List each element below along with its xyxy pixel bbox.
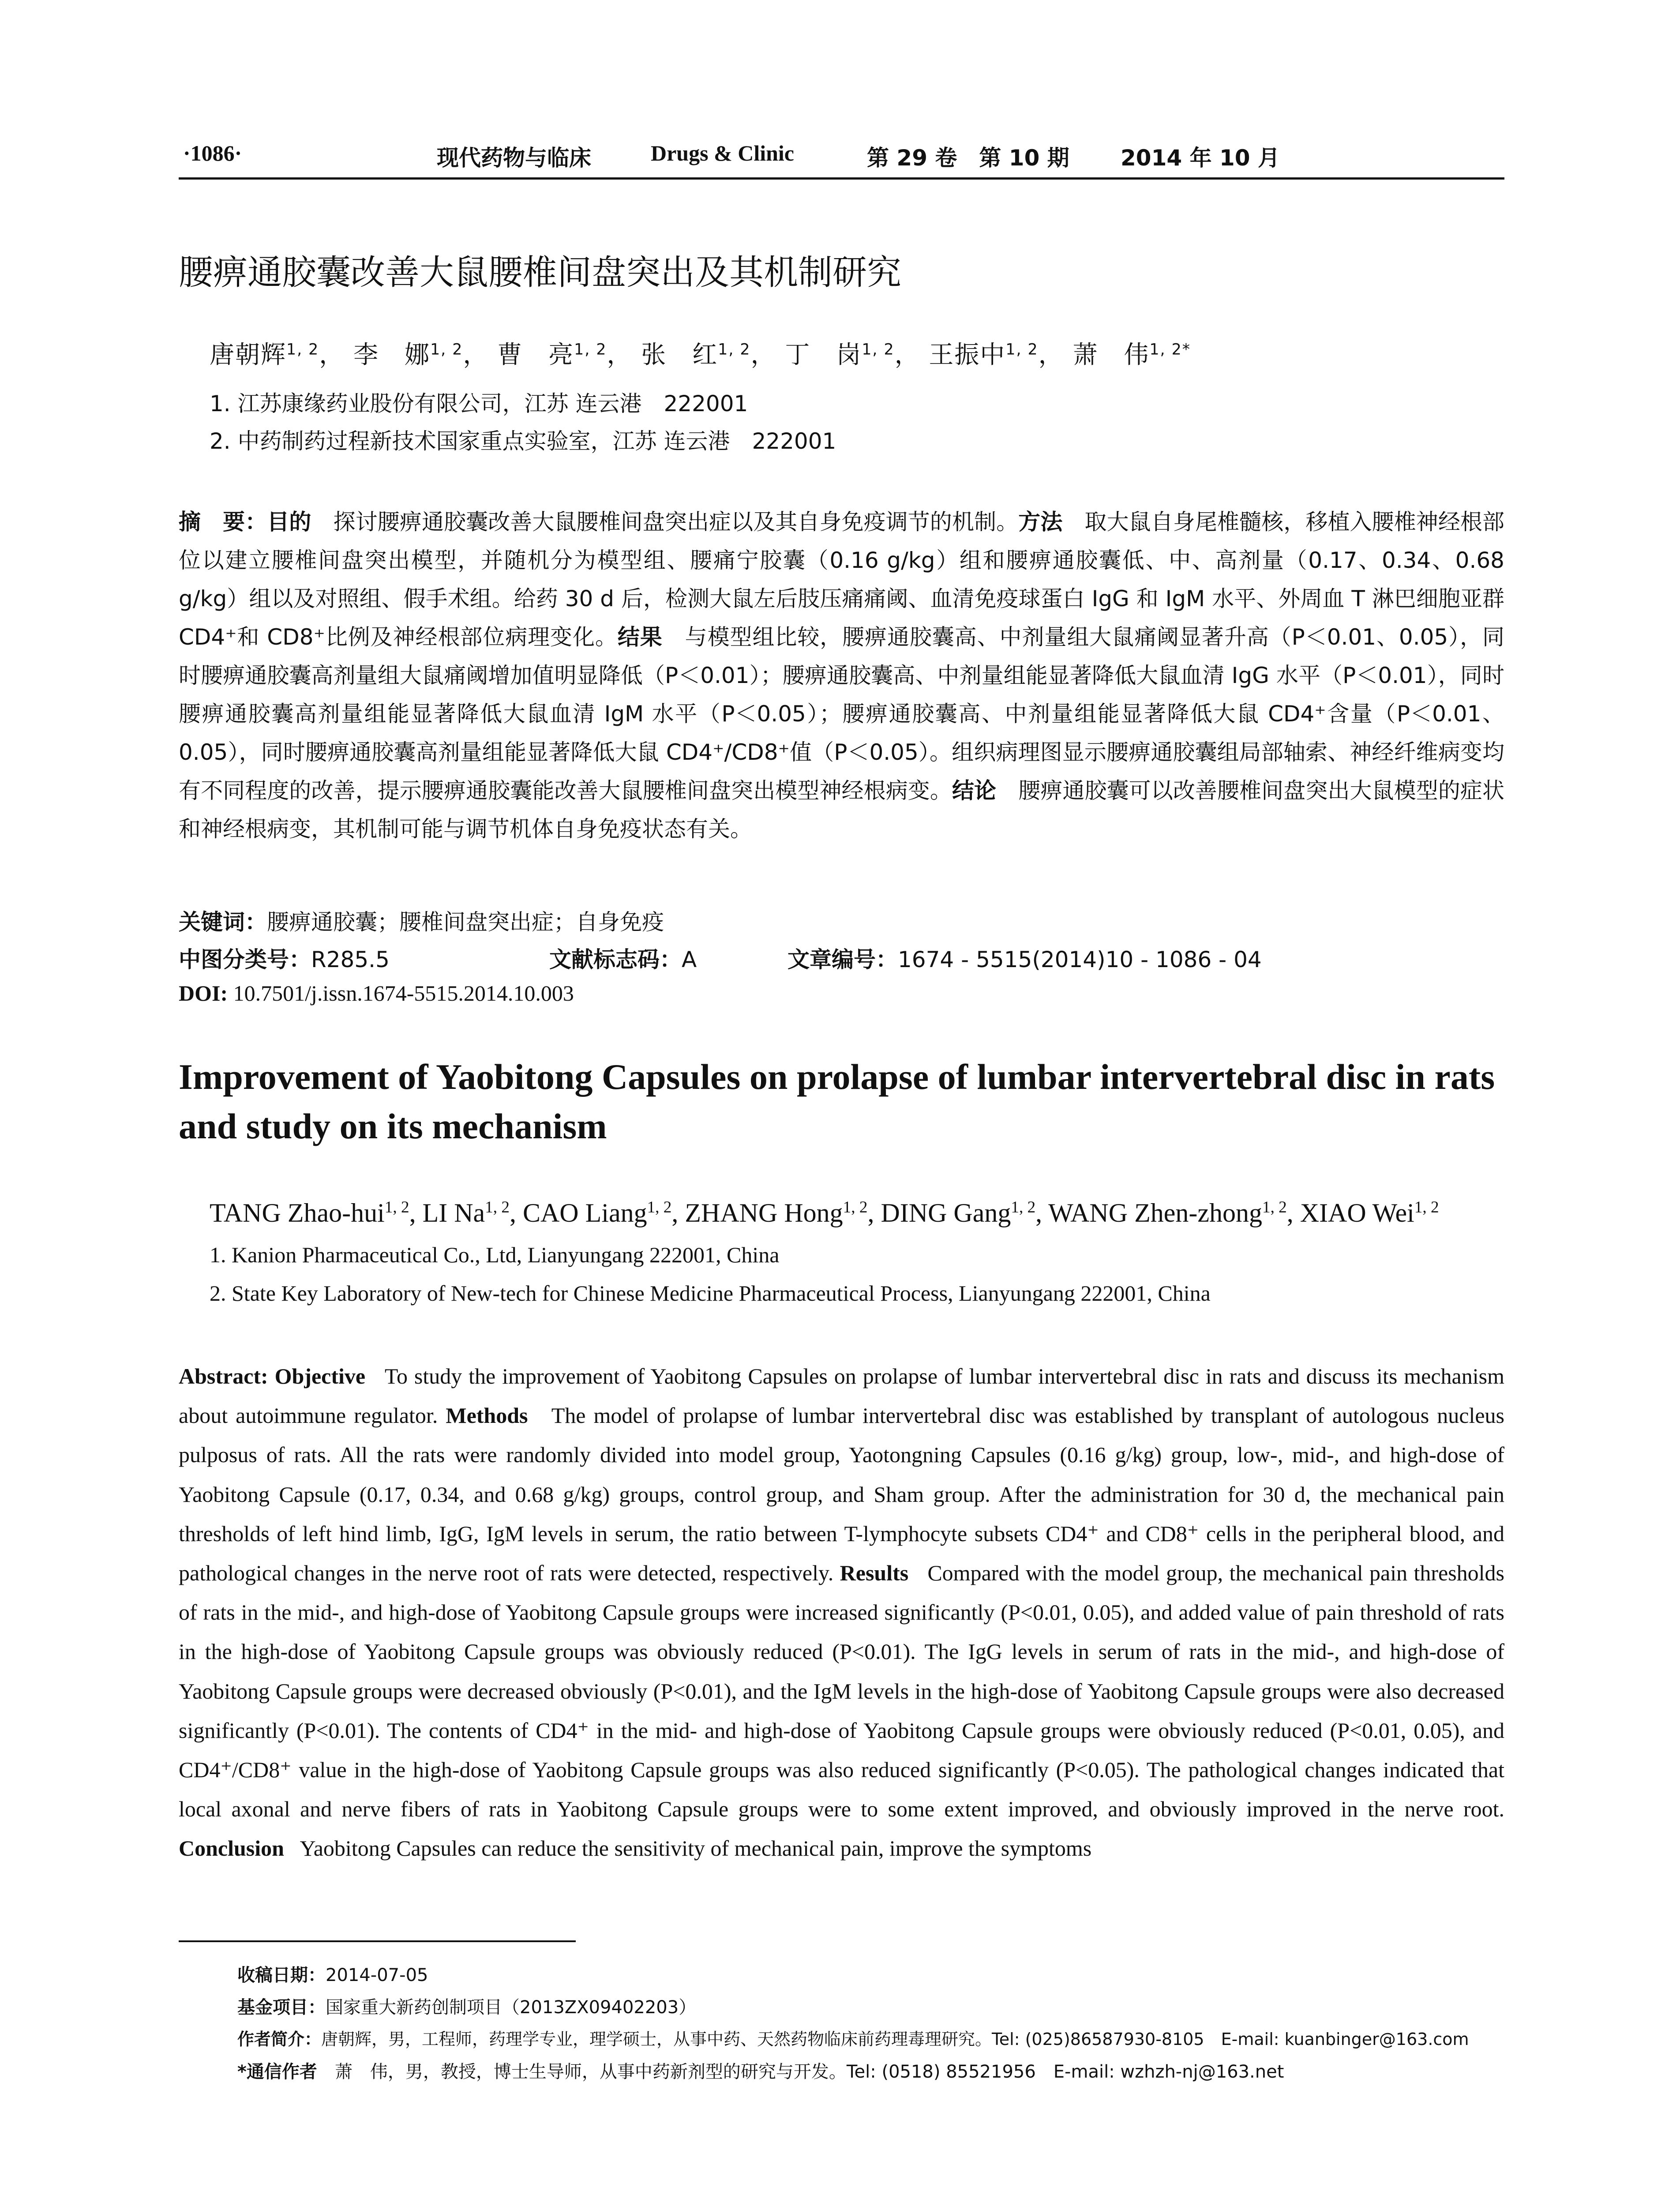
author-separator: ， bbox=[319, 341, 345, 369]
author-name: 张 红 bbox=[641, 341, 718, 369]
footnote-label: 作者简介： bbox=[237, 2030, 322, 2049]
affiliation-en-1: 1. Kanion Pharmaceutical Co., Ltd, Lianyungang 222001, China bbox=[210, 1242, 780, 1267]
footnote-corresponding bbox=[237, 2058, 1284, 2083]
footnote-text: 2014-07-05 bbox=[326, 1965, 428, 1985]
author-name: 李 娜 bbox=[353, 341, 431, 369]
author-name: 王振中 bbox=[929, 341, 1006, 369]
doc-code-value: A bbox=[682, 947, 697, 972]
affiliation-cn-2: 2. 中药制药过程新技术国家重点实验室，江苏 连云港 222001 bbox=[210, 428, 836, 454]
author-name: 曹 亮 bbox=[497, 341, 574, 369]
abstract-label-en: Abstract: Objective bbox=[179, 1364, 366, 1388]
abstract-label-cn: 摘 要： bbox=[179, 509, 267, 535]
journal-name-en: Drugs & Clinic bbox=[651, 141, 794, 165]
footnote-received bbox=[237, 1961, 428, 1986]
author-affiliation-mark: 1, 2* bbox=[1149, 341, 1191, 359]
author-name: XIAO Wei bbox=[1300, 1198, 1414, 1227]
clc-value: R285.5 bbox=[311, 947, 390, 972]
classification-line bbox=[179, 942, 1262, 974]
author-separator: , bbox=[1035, 1198, 1049, 1227]
author-separator: , bbox=[409, 1198, 423, 1227]
footnote-label: 收稿日期： bbox=[237, 1965, 326, 1985]
results-text-cn: 与模型组比较，腰痹通胶囊高、中剂量组大鼠痛阈显著升高（P＜0.01、0.05），同时腰痹通胶囊高剂量组大鼠痛阈增加值明显降低（P＜0.01）；腰痹通胶囊高、中剂量组能显著降低大鼠血清 IgG 水平（P＜0.01），同时腰痹通胶囊高剂量组能显著降低大鼠血清 IgM 水平（P＜0.05）；腰痹通胶囊高、中剂量组能显著降低大鼠 CD4⁺含量（P＜0.01、0.05），同时腰痹通胶囊高剂量组能显著降低大鼠 CD4⁺/CD8⁺值（P＜0.05）。组织病理图显示腰痹通胶囊组局部轴索、神经纤维病变均有不同程度的改善，提示腰痹通胶囊能改善大鼠腰椎间盘突出模型神经根病变。 bbox=[179, 624, 1505, 803]
footnote-rule bbox=[179, 1940, 576, 1942]
footnote-label: 基金项目： bbox=[237, 1997, 326, 2018]
footnote-text: 唐朝辉，男，工程师，药理学专业，理学硕士，从事中药、天然药物临床前药理毒理研究。Tel: (025)86587930-8105 E-mail: kuanbinger@163.com bbox=[321, 2030, 1469, 2049]
author-name: TANG Zhao-hui bbox=[210, 1198, 385, 1227]
keywords-text: 腰痹通胶囊；腰椎间盘突出症；自身免疫 bbox=[267, 909, 664, 935]
author-name: ZHANG Hong bbox=[685, 1198, 843, 1227]
author-separator: ， bbox=[607, 341, 633, 369]
title-cn: 腰痹通胶囊改善大鼠腰椎间盘突出及其机制研究 bbox=[179, 253, 902, 293]
author-name: WANG Zhen-zhong bbox=[1048, 1198, 1262, 1227]
author-affiliation-mark: 1, 2 bbox=[718, 341, 751, 359]
keywords-label: 关键词： bbox=[179, 909, 267, 935]
results-label-cn: 结果 bbox=[617, 624, 663, 650]
title-en: Improvement of Yaobitong Capsules on prolapse of lumbar intervertebral disc in rats and study on its mechanism bbox=[179, 1057, 1495, 1146]
author-affiliation-mark: 1, 2 bbox=[647, 1198, 672, 1216]
author-name: 丁 岗 bbox=[785, 341, 862, 369]
keywords-cn bbox=[179, 904, 664, 936]
clc-label: 中图分类号： bbox=[179, 947, 311, 972]
conclusion-label-en: Conclusion bbox=[179, 1836, 284, 1861]
author-affiliation-mark: 1, 2 bbox=[430, 341, 463, 359]
author-name: DING Gang bbox=[881, 1198, 1011, 1227]
author-separator: , bbox=[671, 1198, 685, 1227]
author-name: CAO Liang bbox=[522, 1198, 647, 1227]
article-no-label: 文章编号： bbox=[788, 947, 898, 972]
author-separator: ， bbox=[1038, 341, 1064, 369]
journal-name-cn: 现代药物与临床 bbox=[437, 145, 591, 171]
author-name: LI Na bbox=[422, 1198, 485, 1227]
affiliation-en-2: 2. State Key Laboratory of New-tech for Chinese Medicine Pharmaceutical Process, Lianyungang 222001, China bbox=[210, 1281, 1211, 1306]
author-separator: ， bbox=[463, 341, 489, 369]
methods-label-en: Methods bbox=[446, 1403, 528, 1428]
conclusion-text-cn: 腰痹通胶囊可以改善腰椎间盘突出大鼠模型的症状和神经根病变，其机制可能与调节机体自身免疫状态有关。 bbox=[179, 778, 1505, 842]
footnote-text: 萧 伟，男，教授，博士生导师，从事中药新剂型的研究与开发。Tel: (0518) 85521956 E-mail: wzhzh-nj@163.net bbox=[334, 2062, 1284, 2082]
header-rule bbox=[179, 177, 1504, 180]
author-affiliation-mark: 1, 2 bbox=[1414, 1198, 1439, 1216]
methods-text-en: The model of prolapse of lumbar intervertebral disc was established by transplant of autologous nucleus pulposus of rats. All the rats were randomly divided into model group, Yaotongning Capsules (0.16 g/kg) group, low-, mid-, and high-dose of Yaobitong Capsule (0.17, 0.34, and 0.68 g/kg) groups, control group, and Sham group. After the administration for 30 d, the mechanical pain thresholds of left hind limb, IgG, IgM levels in serum, the ratio between T-lymphocyte subsets CD4⁺ and CD8⁺ cells in the peripheral blood, and pathological changes in the nerve root of rats were detected, respectively. bbox=[179, 1403, 1505, 1586]
doi-label: DOI: bbox=[179, 981, 228, 1005]
footnote-text: 国家重大新药创制项目（2013ZX09402203） bbox=[326, 1997, 697, 2018]
author-affiliation-mark: 1, 2 bbox=[1011, 1198, 1036, 1216]
doc-code-label: 文献标志码： bbox=[549, 947, 682, 972]
author-affiliation-mark: 1, 2 bbox=[286, 341, 319, 359]
author-affiliation-mark: 1, 2 bbox=[1262, 1198, 1287, 1216]
methods-text-cn: 取大鼠自身尾椎髓核，移植入腰椎神经根部位以建立腰椎间盘突出模型，并随机分为模型组、腰痛宁胶囊（0.16 g/kg）组和腰痹通胶囊低、中、高剂量（0.17、0.34、0.68 g/kg）组以及对照组、假手术组。给药 30 d 后，检测大鼠左后肢压痛痛阈、血清免疫球蛋白 IgG 和 IgM 水平、外周血 T 淋巴细胞亚群 CD4⁺和 CD8⁺比例及神经根部位病理变化。 bbox=[179, 509, 1505, 650]
article-no-value: 1674 - 5515(2014)10 - 1086 - 04 bbox=[898, 947, 1262, 972]
author-affiliation-mark: 1, 2 bbox=[1005, 341, 1039, 359]
authors-cn bbox=[210, 335, 1191, 371]
conclusion-label-cn: 结论 bbox=[952, 778, 997, 803]
author-affiliation-mark: 1, 2 bbox=[384, 1198, 409, 1216]
page-number: ·1086· bbox=[183, 141, 242, 165]
issue-date: 2014 年 10 月 bbox=[1121, 145, 1280, 171]
author-affiliation-mark: 1, 2 bbox=[862, 341, 895, 359]
objective-text-cn: 探讨腰痹通胶囊改善大鼠腰椎间盘突出症以及其自身免疫调节的机制。 bbox=[333, 509, 1019, 535]
volume-issue: 第 29 卷 第 10 期 bbox=[867, 145, 1069, 171]
author-name: 唐朝辉 bbox=[210, 341, 286, 369]
doi-value: 10.7501/j.issn.1674-5515.2014.10.003 bbox=[233, 981, 574, 1005]
abstract-cn bbox=[179, 503, 1504, 848]
footnote-author-bio bbox=[237, 2026, 1469, 2050]
author-affiliation-mark: 1, 2 bbox=[843, 1198, 868, 1216]
author-separator: ， bbox=[894, 341, 920, 369]
doi-line bbox=[179, 980, 574, 1006]
author-separator: , bbox=[867, 1198, 881, 1227]
author-name: 萧 伟 bbox=[1072, 341, 1150, 369]
author-separator: , bbox=[509, 1198, 523, 1227]
authors-en bbox=[210, 1198, 1439, 1228]
results-label-en: Results bbox=[840, 1561, 909, 1586]
author-separator: , bbox=[1286, 1198, 1300, 1227]
affiliation-cn-1: 1. 江苏康缘药业股份有限公司，江苏 连云港 222001 bbox=[210, 391, 748, 416]
objective-text-en: To study the improvement of Yaobitong Capsules on prolapse of lumbar intervertebral disc in rats and discuss its mechanism about autoimmune regulator. bbox=[179, 1364, 1504, 1428]
results-text-en: Compared with the model group, the mechanical pain thresholds of rats in the mid-, and high-dose of Yaobitong Capsule groups were increased significantly (P<0.01, 0.05), and added value of pain threshold of rats in the high-dose of Yaobitong Capsule groups was obviously reduced (P<0.01). The IgG levels in serum of rats in the mid-, and high-dose of Yaobitong Capsule groups were decreased obviously (P<0.01), and the IgM levels in the high-dose of Yaobitong Capsule groups were also decreased significantly (P<0.01). The contents of CD4⁺ in the mid- and high-dose of Yaobitong Capsule groups were obviously reduced (P<0.01, 0.05), and CD4⁺/CD8⁺ value in the high-dose of Yaobitong Capsule groups was also reduced significantly (P<0.05). The pathological changes indicated that local axonal and nerve fibers of rats in Yaobitong Capsule groups were to some extent improved, and obviously improved in the nerve root. bbox=[179, 1561, 1505, 1822]
running-header bbox=[179, 140, 1504, 176]
footnote-funding bbox=[237, 1993, 696, 2018]
footnote-label: *通信作者 bbox=[237, 2062, 317, 2082]
author-affiliation-mark: 1, 2 bbox=[485, 1198, 510, 1216]
abstract-en bbox=[179, 1357, 1504, 1868]
objective-label-cn: 目的 bbox=[267, 509, 311, 535]
conclusion-text-en: Yaobitong Capsules can reduce the sensitivity of mechanical pain, improve the symptoms bbox=[300, 1836, 1092, 1861]
author-separator: ， bbox=[750, 341, 776, 369]
author-affiliation-mark: 1, 2 bbox=[574, 341, 607, 359]
methods-label-cn: 方法 bbox=[1018, 509, 1063, 535]
